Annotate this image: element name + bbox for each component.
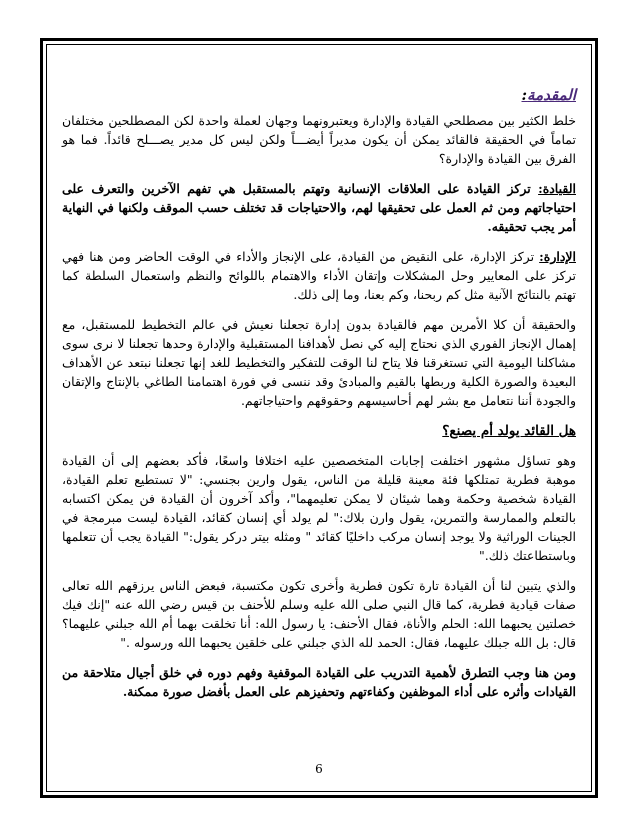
leadership-term: القيادة: — [538, 181, 576, 196]
prophet-paragraph: والذي يتبين لنا أن القيادة تارة تكون فطرية وأخرى تكون مكتسبة، فبعض الناس يرزقهم الله تعالى صفات قيادية فطرية، كما قال النبي صلى الله عليه وسلم للأحنف بن قيس رضي الله عنه "إنك فيك خصلتين يحبهما الله: الحلم والأناة، فقال الأحنف: يا رسول الله: أنا تخلقت بهما أم الله جبلني عليهما؟ قال: بل الله جبلك عليهما، فقال: الحمد لله الذي جبلني على خلقين يحبهما الله ورسوله ." — [62, 578, 576, 650]
truth-paragraph: والحقيقة أن كلا الأمرين مهم فالقيادة بدون إدارة تجعلنا نعيش في عالم التخطيط للمستقبل، مع إهمال الإنجاز الفوري الذي نحتاج إليه كي نصل لأهدافنا المستقبلية والإدارة وحدها تجعلنا لا نرى سوى مشاكلنا اليومية التي تستغرقنا فلا يتاح لنا الوقت للتفكير والتخطيط للغد إنها تجعلنا نبتعد عن الأهداف البعيدة والصورة الكلية وربطها بالقيم والمبادئ وقد ننسى في فورة اهتمامنا الطاغي بالإنتاج والإتقان والجودة أننا نتعامل مع بشر لهم أحاسيسهم وحقوقهم واحتياجاتهم. — [62, 317, 576, 408]
page-title — [62, 86, 576, 105]
management-paragraph — [62, 247, 576, 304]
training-paragraph: ومن هنا وجب التطرق لأهمية التدريب على القيادة الموقفية وفهم دوره في خلق أجيال متلاحقة من القيادات وأثره على أداء الموظفين وكفاءتهم وتحفيزهم على العمل بأفضل صورة ممكنة. — [62, 665, 576, 699]
leadership-text: تركز القيادة على العلاقات الإنسانية وتهتم بالمستقبل هي تفهم الآخرين والتعرف على احتياجاتهم ومن ثم العمل على تحقيقها لهم، والاحتياجات قد تختلف حسب الموقف ولكنها في النهاية أمر يجب تحقيقه. — [62, 181, 576, 234]
title-text: المقدمة — [527, 86, 576, 104]
intro-paragraph: خلط الكثير بين مصطلحي القيادة والإدارة ويعتبرونهما وجهان لعملة واحدة لكن المصطلحين مختلفان تماماً في الحقيقة فالقائد يمكن أن يكون مديراً أيضـــاً ولكن ليس كل مدير يصـــلح قائداً. فما هو الفرق بين القيادة والإدارة؟ — [62, 113, 576, 166]
management-term: الإدارة: — [539, 249, 576, 264]
born-or-made-paragraph: وهو تساؤل مشهور اختلفت إجابات المتخصصين عليه اختلافا واسعًا، فأكد بعضهم إلى أن القيادة موهبة فطرية تمتلكها فئة معينة قليلة من الناس، يقول وارين بجنسي: "لا تستطيع تعلم القيادة، القيادة شخصية وحكمة وهما شيئان لا يمكن تعليمهما"، وأكد آخرون أن القيادة فن يمكن اكتسابه بالتعلم والممارسة والتمرين، يقول وارن بلاك:" لم يولد أي إنسان كقائد، القيادة ليست مبرمجة في الجينات الوراثية ولا يوجد إنسان مركب داخليًا كقائد " ومثله بيتر دركر يقول:" القيادة يجب أن تتعلمها وباستطاعتك ذلك." — [62, 453, 576, 563]
leadership-paragraph — [62, 179, 576, 236]
section-heading: هل القائد يولد أم يصنع؟ — [442, 423, 576, 439]
document-body — [62, 86, 576, 712]
page-number: 6 — [315, 762, 323, 776]
title-colon: : — [521, 86, 528, 104]
management-text: تركز الإدارة، على النقيض من القيادة، على الإنجاز والأداء في الوقت الحاضر ومن هنا فهي تركز على المعايير وحل المشكلات وإتقان الأداء والاهتمام باللوائح والنظم واستعمال السلطة كما تهتم بالنتائج الآنية مثل كم ربحنا، وكم بعنا، وما إلى ذلك. — [62, 249, 576, 302]
